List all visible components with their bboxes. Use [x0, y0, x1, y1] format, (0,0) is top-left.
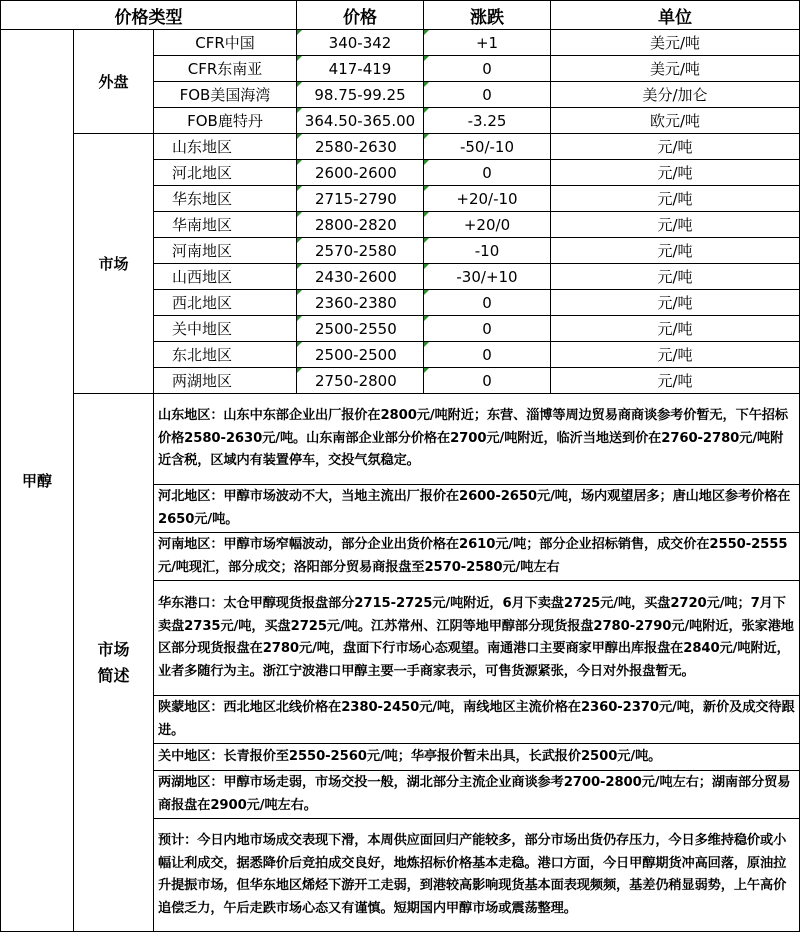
summary-row: [1, 394, 800, 485]
row-unit: 美元/吨: [551, 56, 800, 82]
header-change: 涨跌: [424, 1, 551, 30]
row-name: 两湖地区: [154, 368, 297, 394]
row-unit: 元/吨: [551, 368, 800, 394]
row-unit: 元/吨: [551, 212, 800, 238]
row-price: 2500-2550: [297, 316, 424, 342]
row-price: 2360-2380: [297, 290, 424, 316]
row-name: 东北地区: [154, 342, 297, 368]
row-unit: 美元/吨: [551, 30, 800, 56]
row-name: CFR中国: [154, 30, 297, 56]
row-price: 364.50-365.00: [297, 108, 424, 134]
row-change: +1: [424, 30, 551, 56]
row-change: 0: [424, 368, 551, 394]
row-name: 华东地区: [154, 186, 297, 212]
row-unit: 元/吨: [551, 264, 800, 290]
row-name: FOB鹿特丹: [154, 108, 297, 134]
row-unit: 元/吨: [551, 290, 800, 316]
row-name: 河北地区: [154, 160, 297, 186]
row-price: 2430-2600: [297, 264, 424, 290]
summary-hebei: 河北地区：甲醇市场波动不大，当地主流出厂报价在2600-2650元/吨，场内观望居多；唐山地区参考价格在2650元/吨。: [154, 485, 800, 533]
row-name: 华南地区: [154, 212, 297, 238]
row-price: 2600-2600: [297, 160, 424, 186]
row-change: -50/-10: [424, 134, 551, 160]
row-price: 417-419: [297, 56, 424, 82]
row-change: 0: [424, 316, 551, 342]
section-market: 市场: [74, 134, 154, 394]
summary-east-port: 华东港口：太仓甲醇现货报盘部分2715-2725元/吨附近，6月下卖盘2725元/吨，买盘2720元/吨；7月下卖盘2735元/吨，买盘2725元/吨。江苏常州、江阴等地甲醇部分现货报盘2780-2790元/吨附近，张家港地区部分现货报盘在2780元/吨，盘面下行市场心态观望。南通港口主要商家甲醇出库报盘在2840元/吨附近，业者多随行为主。浙江宁波港口甲醇主要一手商家表示，可售货源紧张，今日对外报盘暂无。: [154, 581, 800, 696]
row-price: 2570-2580: [297, 238, 424, 264]
row-change: -10: [424, 238, 551, 264]
row-price: 340-342: [297, 30, 424, 56]
row-change: 0: [424, 290, 551, 316]
table-row: [1, 134, 800, 160]
summary-lianghu: 两湖地区：甲醇市场走弱，市场交投一般，湖北部分主流企业商谈参考2700-2800元/吨左右；湖南部分贸易商报盘在2900元/吨左右。: [154, 771, 800, 819]
header-price: 价格: [297, 1, 424, 30]
row-change: 0: [424, 160, 551, 186]
row-unit: 欧元/吨: [551, 108, 800, 134]
row-name: CFR东南亚: [154, 56, 297, 82]
row-name: 关中地区: [154, 316, 297, 342]
category-label: 甲醇: [1, 30, 74, 932]
summary-shaanmeng: 陕蒙地区：西北地区北线价格在2380-2450元/吨，南线地区主流价格在2360-2370元/吨，新价及成交待跟进。: [154, 696, 800, 744]
section-external: 外盘: [74, 30, 154, 134]
row-change: +20/0: [424, 212, 551, 238]
row-price: 2580-2630: [297, 134, 424, 160]
row-change: 0: [424, 342, 551, 368]
row-price: 98.75-99.25: [297, 82, 424, 108]
row-name: 西北地区: [154, 290, 297, 316]
row-name: 河南地区: [154, 238, 297, 264]
header-unit: 单位: [551, 1, 800, 30]
row-unit: 元/吨: [551, 342, 800, 368]
header-row: [1, 1, 800, 30]
section-summary: [74, 394, 154, 932]
summary-shandong: 山东地区：山东中东部企业出厂报价在2800元/吨附近；东营、淄博等周边贸易商商谈参考价暂无，下午招标价格2580-2630元/吨。山东南部企业部分价格在2700元/吨附近，临沂当地送到价在2760-2780元/吨附近含税，区域内有装置停车，交投气氛稳定。: [154, 394, 800, 485]
row-price: 2800-2820: [297, 212, 424, 238]
row-price: 2500-2500: [297, 342, 424, 368]
row-name: 山西地区: [154, 264, 297, 290]
row-change: -30/+10: [424, 264, 551, 290]
row-change: 0: [424, 82, 551, 108]
row-unit: 元/吨: [551, 186, 800, 212]
row-unit: 美分/加仑: [551, 82, 800, 108]
row-price: 2715-2790: [297, 186, 424, 212]
row-unit: 元/吨: [551, 134, 800, 160]
table-row: [1, 30, 800, 56]
row-unit: 元/吨: [551, 160, 800, 186]
summary-label: 市场简述: [97, 639, 130, 685]
row-price: 2750-2800: [297, 368, 424, 394]
summary-henan: 河南地区：甲醇市场窄幅波动，部分企业出货价格在2610元/吨；部分企业招标销售，成交价在2550-2555元/吨现汇，部分成交；洛阳部分贸易商报盘至2570-2580元/吨左右: [154, 533, 800, 581]
row-name: 山东地区: [154, 134, 297, 160]
row-change: 0: [424, 56, 551, 82]
summary-forecast: 预计：今日内地市场成交表现下滑，本周供应面回归产能较多，部分市场出货仍存压力，今日多维持稳价或小幅让利成交，据悉降价后竞拍成交良好，地炼招标价格基本走稳。港口方面，今日甲醇期货冲高回落，原油拉升提振市场，但华东地区烯烃下游开工走弱，到港较高影响现货基本面表现频频，基差仍稍显弱势，上午高价追偿乏力，午后走跌市场心态又有谨慎。短期国内甲醇市场或震荡整理。: [154, 819, 800, 932]
row-unit: 元/吨: [551, 316, 800, 342]
row-change: -3.25: [424, 108, 551, 134]
summary-guanzhong: 关中地区：长青报价至2550-2560元/吨；华亭报价暂未出具，长武报价2500元/吨。: [154, 744, 800, 771]
header-type: 价格类型: [1, 1, 297, 30]
row-name: FOB美国海湾: [154, 82, 297, 108]
row-unit: 元/吨: [551, 238, 800, 264]
row-change: +20/-10: [424, 186, 551, 212]
